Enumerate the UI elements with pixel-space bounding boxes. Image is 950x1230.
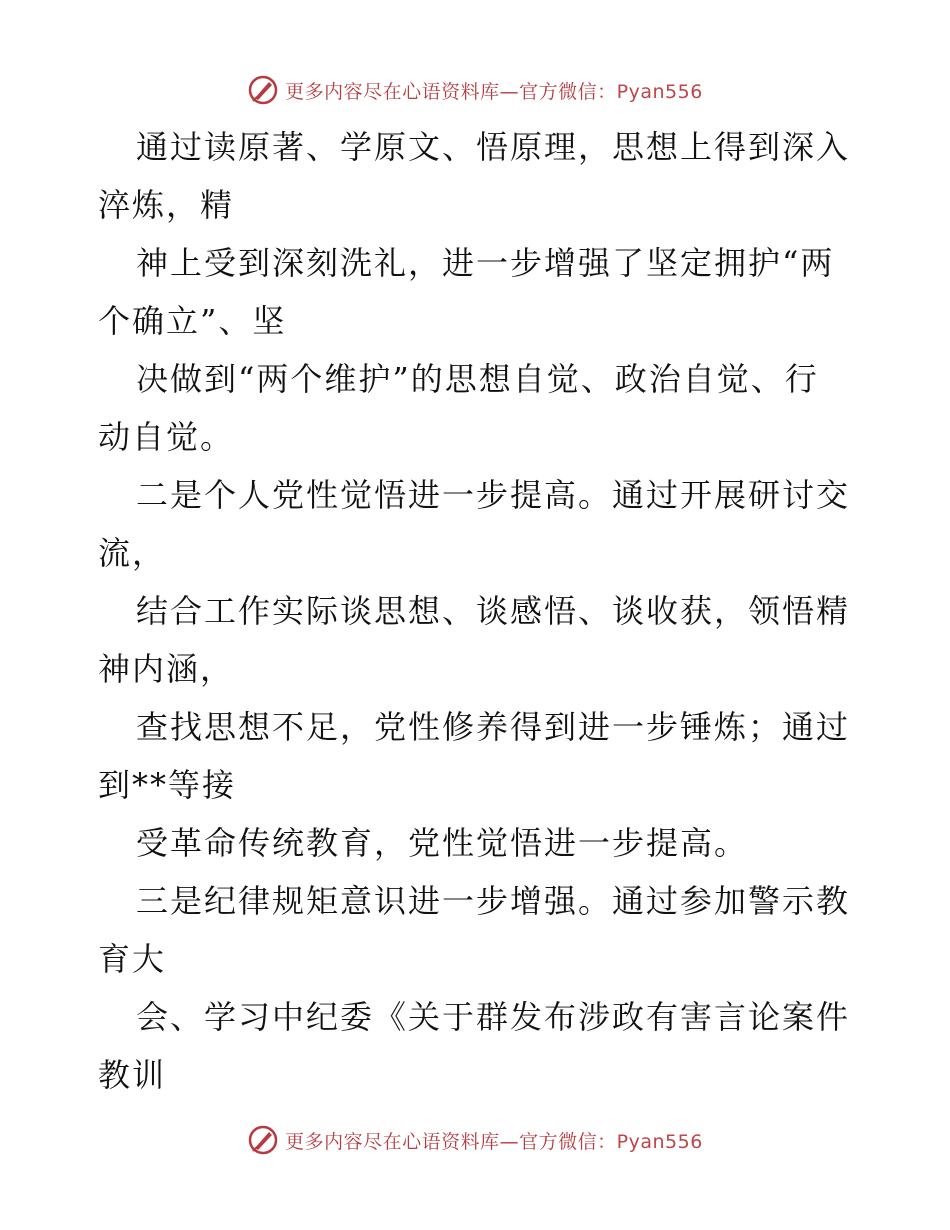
body-line: 查找思想不足，党性修养得到进一步锤炼；通过: [136, 708, 851, 746]
body-line: 会、学习中纪委《关于群发布涉政有害言论案件: [136, 998, 851, 1036]
footer-wechat-id: Pyan556: [616, 1130, 703, 1153]
body-line: 淬炼，精: [98, 186, 235, 224]
header-text: 更多内容尽在心语资料库—官方微信：Pyan556: [285, 80, 703, 103]
body-line: 二是个人党性觉悟进一步提高。通过开展研讨交: [136, 476, 851, 514]
body-line: 到**等接: [98, 766, 237, 804]
header-wechat-id: Pyan556: [616, 80, 703, 103]
body-line: 教训: [98, 1056, 167, 1094]
feather-pen-logo-icon: [247, 74, 279, 106]
body-line: 三是纪律规矩意识进一步增强。通过参加警示教: [136, 882, 851, 920]
footer-watermark: [0, 1120, 950, 1160]
body-line: 结合工作实际谈思想、谈感悟、谈收获，领悟精: [136, 592, 851, 630]
body-line: 神上受到深刻洗礼，进一步增强了坚定拥护“两: [136, 244, 835, 282]
body-line: 通过读原著、学原文、悟原理，思想上得到深入: [136, 128, 851, 166]
body-line: 流，: [98, 534, 167, 572]
feather-pen-logo-icon: [247, 1124, 279, 1156]
body-line: 神内涵，: [98, 650, 235, 688]
footer-text: 更多内容尽在心语资料库—官方微信：Pyan556: [285, 1130, 703, 1153]
body-line: 受革命传统教育，党性觉悟进一步提高。: [136, 824, 749, 862]
body-line: 决做到“两个维护”的思想自觉、政治自觉、行: [136, 360, 819, 398]
document-body: [98, 118, 858, 1104]
header-watermark: [0, 70, 950, 110]
body-line: 育大: [98, 940, 167, 978]
body-line: 个确立”、坚: [98, 302, 287, 340]
body-line: 动自觉。: [98, 418, 235, 456]
